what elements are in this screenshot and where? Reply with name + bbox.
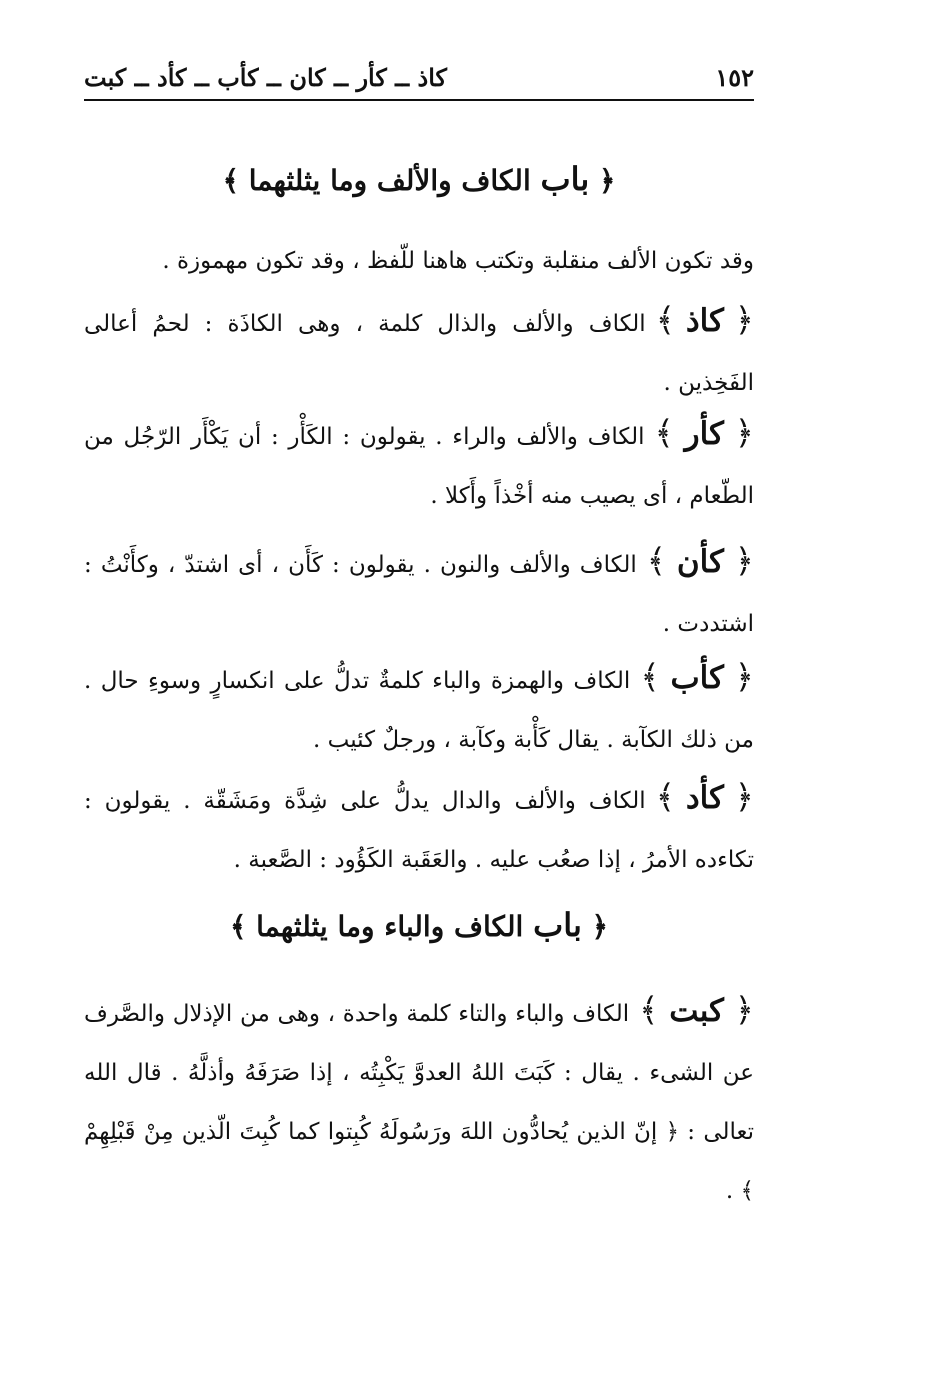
entry-text: الكاف والهمزة والباء كلمةٌ تدلُّ على انكسارٍ وسوءِ حال . من ذلك الكآبة . يقال كَأْبة وكآبة ، ورجلٌ كئيب . — [84, 668, 754, 753]
entry-headword: ﴿ كأد ﴾ — [655, 777, 754, 816]
header-rule — [84, 99, 754, 101]
entry-text: الكاف والألف والدال يدلُّ على شِدَّة ومَشَقّة . يقولون : تكاءده الأمرُ ، إذا صعُب عليه . والعَقَبة الكَؤُود : الصَّعبة . — [84, 788, 754, 873]
entry-headword: ﴿ كأن ﴾ — [646, 541, 754, 580]
entry-text: الكاف والألف والذال كلمة ، وهى الكاذَة : لحمُ أعالى الفَخِذين . — [84, 311, 754, 396]
chapter-heading: ﴿ باب الكاف والألف وما يثلثهما ﴾ — [222, 160, 616, 198]
page-number: ١٥٢ — [715, 63, 754, 92]
entry-headword: ﴿ كأر ﴾ — [654, 413, 754, 452]
entry-text: الكاف والألف والراء . يقولون : الكَأْر : أن يَكْأَر الرّجُل من الطّعام ، أى يصيب منه أخْذاً وأَكلا . — [84, 424, 754, 509]
entry-headword: ﴿ كأب ﴾ — [640, 657, 754, 696]
entry — [84, 290, 754, 413]
intro-paragraph: وقد تكون الألف منقلبة وتكتب هاهنا للّفظ ، وقد تكون مهموزة . — [162, 248, 754, 274]
running-title: كاذ ــ كأر ــ كان ــ كأب ــ كأد ــ كبت — [84, 63, 447, 92]
entry — [84, 403, 754, 526]
entry — [84, 531, 754, 654]
entry-text: الكاف والباء والتاء كلمة واحدة ، وهى من الإذلال والصَّرف عن الشىء . يقال : كَبَتَ اللهُ العدوَّ يَكْبِتُه ، إذا صَرَفَهُ وأذلَّهُ . قال الله تعالى : ﴿ إنّ الذين يُحادُّون اللهَ ورَسُولَهُ كُبِتوا كما كُبِتَ الّذين مِنْ قَبْلِهِمْ ﴾ . — [84, 1001, 755, 1204]
entry — [84, 980, 754, 1221]
entry — [84, 767, 754, 890]
running-head — [84, 52, 754, 92]
entry — [84, 647, 754, 770]
entry-headword: ﴿ كبت ﴾ — [639, 990, 754, 1029]
chapter-heading: ﴿ باب الكاف والباء وما يثلثهما ﴾ — [229, 906, 609, 944]
entry-text: الكاف والألف والنون . يقولون : كَأَن ، أى اشتدّ ، وكأَنْتُ : اشتددت . — [84, 552, 754, 637]
entry-headword: ﴿ كاذ ﴾ — [655, 300, 754, 339]
